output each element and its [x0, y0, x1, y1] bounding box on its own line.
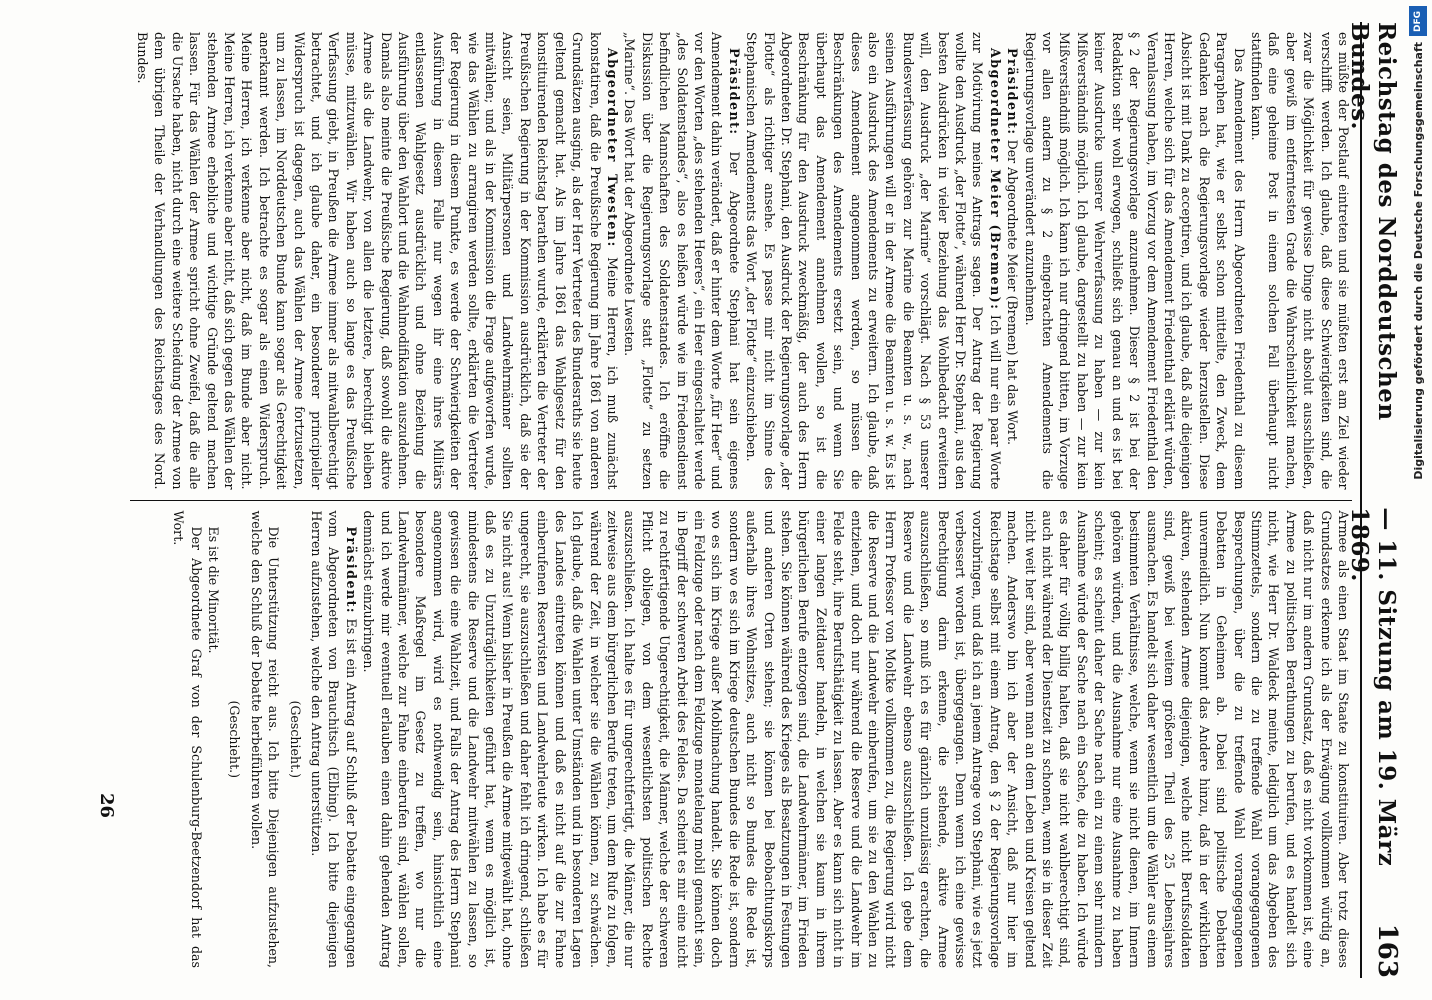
speaker-name: Präsident:: [726, 48, 742, 136]
stage-direction: (Geschieht.): [287, 700, 303, 779]
speech-paragraph: [621, 32, 743, 490]
page-content: [96, 22, 1402, 978]
speech-text: Der Abgeordnete Stephani hat sein eigenes Amendement dahin verändert, daß er hinter dem Worte „für Heer“ und vor den Worten „des stehenden Heeres“, ein Heer eingeschaltet werde „des Soldatenstandes“, also es heißen würde wie im Friedensdienst befindlichen Mannschaften des Soldatenstandes. Ich eröffne die Diskussion über die Regierungsvorlage statt „Flotte“ zu setzen „Marine“. Das Wort hat der Abgeordnete Lwesten.: [622, 32, 742, 490]
running-head: [1346, 22, 1402, 978]
speaker-name: Abgeordneter Meier (Bremen):: [987, 48, 1003, 311]
left-column: [130, 22, 1352, 500]
speech-paragraph: [134, 32, 621, 490]
speech-paragraph: [1004, 32, 1021, 490]
speech-paragraph: [308, 511, 360, 969]
paragraph: Der Abgeordnete Graf von der Schulenburg-Beetzendorf hat das Wort.: [171, 510, 204, 968]
digitization-stamp: [1404, 0, 1432, 1000]
paragraph: Das Amendement des Herrn Abgeordneten Friedenthal zu diesem Paragraphen hat, wie er selbst schon mitteilte, den Zweck, dem Gedanken nach die Regierungsvorlage wieder herzustellen. Diese Absicht ist mit Dank zu acceptiren, und ich glaube, daß alle diejenigen Herren, welche sich für das Amendement Friedenthal erklärt würden, Veranlassung haben, im Vorzug vor dem Amendement Friedenthal den § 2 der Regierungsvorlage anzunehmen. Dieser § 2 ist bei der Redaktion sehr wohl erwogen, schließt sich genau an und es ist bei keiner Ausdrucke unserer Wehrverfassung zu haben — zur kein Mißverständniß möglich. Ich glaube, dargestellt zu haben — zur kein Mißverständniß möglich. Ich kann ich nur dringend bitten, im Vorzuge vor allen andern zu § 2 eingebrachten Amendements die Regierungsvorlage unverändert anzunehmen.: [1022, 32, 1247, 490]
dfg-logo-icon: DFG: [1409, 6, 1427, 36]
running-head-title: Reichstag des Norddeutschen Bundes.: [1346, 22, 1400, 421]
speaker-name: Präsident:: [1005, 48, 1021, 136]
speech-paragraph: [743, 32, 1004, 490]
paragraph: es müßte der Postlauf eintreten und sie müßten erst am Ziel wieder verschifft werden. Ich glaube, daß diese Schwierigkeiten sind, die zwar die Möglichkeit für gewisse Dinge nicht absolut ausschließen, aber gewiß im entferntesten Grade die Wahrscheinlichkeit machen, daß eine geheime Post in einem solchen Fall überhaupt nicht stattfinden kann.: [1248, 32, 1351, 490]
speaker-name: Abgeordneter Twesten:: [604, 48, 620, 248]
paragraph: Armee als einen Staat im Staate zu konstituiren. Aber trotz dieses Grundsatzes erkenne ich als der Erwägung vollkommen würdig an, daß nicht nur im andern Grundsatz, daß es nicht vorkommen ist, eine Armee zu politischen Berathungen zu berufen, und es handelt sich nicht, wie Herr Dr. Waldeck meinte, lediglich um das Abgeben des Stimmzettels, sondern die zu treffende Wahl vorangegangenen Besprechungen, über die zu treffende Wahl vorangegangenen Debatten in Geheimen ab. Dabei sind politische Debatten unvermeidlich. Nun kommt das Andere hinzu, daß in der wirklichen aktiven, stehenden Armee diejenigen, welche nicht Berufssoldaten sind, gewiß bei weitem größeren Theil des 25 Lebensjahres ausmachen. Es handelt sich daher wesentlich um die Wähler aus einem bestimmten Verhältnisse, welche, wenn sie nicht dienen, im Innern gehören würden, und die Ausnahme nur eine Ausnahme zu haben scheint; es scheint daher der Sache nach ein zu einem sehr mindern Ausnahme würde der Sache nach ein Sache, die zu haben. Ich würde es daher für völlig billig halten, daß sie nicht wahlberechtigt sind, auch nicht während der Dienstzeit zu schonen, wenn sie in dieser Zeit nicht weit her sind, aber wenn man an dem Leben und Kreisen geltend machen. Anderswo bin ich aber der Ansicht, daß nur hier im Reichstage selbst mit einem Antrag, den § 2 der Regierungsvorlage vorzubringen, und daß ich an jenem Antrage von Stephani, wie es jetzt verbessert worden ist, übergegangen. Denn wenn ich eine gewisse Berechtigung darin erkenne, die stehende, aktive Armee auszuschließen, so muß ich es für gänzlich unzulässig erachten, die Reserve und die Landwehr ebenso auszuschließen. Ich gebe dem Herrn Professor von Moltke vollkommen zu, die Regierung wird nicht die Reserve und die Landwehr einberufen, um sie zu den Wahlen zu entziehen, und doch nur während die Reserve und die Landwehr im Felde steht, ihre Berufsthätigkeit zu lassen. Aber es kann sich nicht in einer langen Zeitdauer handeln, in welchen sie kaum in ihrem bürgerlichen Berufe entzogen sind, die Landwehrmänner, im Frieden stehen. Sie können während des Krieges als Besatzungen in Festungen und anderen Orten stehen; sie können bei Beobachtungskorps außerhalb ihres Wohnsitzes, auch nicht so Bundes die Rede ist, sondern wo es sich im Kriege deutschen Bundes die Rede ist, sondern wo es sich im Kriege außer Mobilmachung handelt. Sie können doch ein Feldzuge oder nach dem Feldzuge monatelang mobil gemacht sein, in Begriff der schweren Arbeit des Feldes. Da scheint es mir eine nicht zu rechtfertigende Ungerechtigkeit, die Männer, welche der schweren Pflicht obliegen, von dem wesentlichsten politischen Rechte auszuschließen. Ich halte es für ungerechtfertigt, die Männer, die nur zeitweise aus dem bürgerlichen Berufe treten, um dem Rufe zu folgen, während der Zeit, in welcher sie die Wählen können, zu schwächen. Ich glaube, daß die Wahlen unter Umständen und in besonderen Lagen des Landes eintreten können und daß es nicht auf die zur Fahne einberufenen Reservisten und Landwehrleute wirken. Ich habe es für ungerecht, sie auszuschließen und daher fehlt ich dringend, schließen Sie nicht aus! Wenn bisher in Preußen die Armee mitgewählt hat, ohne daß es zu Unzuträglichkeiten geführt hat, wenn es möglich ist, mindestens die Reserve und die Landwehr mitwählen zu lassen, so gewissen die eine Wahlzeit, und Falls der Antrag des Herrn Stephani angenommen wird, wird es nothwendig sein, hinsichtlich eine besondere Maßregel im Gesetz zu treffen, wo nur die Landwehrmänner, welche zur Fahne einberufen sind, wählen sollen, und ich werde mir eventuell erlauben einen dahin gehenden Antrag demnächst einzubringen.: [361, 510, 1351, 968]
page-number: 163: [1372, 923, 1402, 978]
stage-direction: (Geschieht.): [227, 700, 243, 779]
speech-text: Ich will nur ein paar Worte zur Motivirung meines Antrags sagen. Der Antrag der Regierung wollte den Ausdruck „der Flotte“, während Herr Dr. Stephani, aus den besten Ausdrücken in vieler Beziehung das Wohlbedacht erweitern will, den Ausdruck „der Marine“ vorschlägt. Nach § 53 unserer Bundesverfassung gehören zur Marine die Beamten u. s. w., nach seinen Ausführungen will er in der Armee die Beamten u. s. w. Es ist also ein Ausdruck des Amendements zu erweitern. Ich glaube, daß dieses Amendement angenommen werden, so müssen die Beschränkungen des Amendements ersetzt sein, und wenn Sie überhaupt das Amendement annehmen wollen, so ist die Beschränkung für den Ausdruck zweckmäßig, der auch des Herrn Abgeordneten Dr. Stephani, den Ausdruck der Regierungsvorlage „der Flotte“ als richtiger ansehe. Es passe mir nicht im Sinne des Stephanischen Amendements das Wort „der Flotte“ einzuschieben.: [744, 32, 1003, 490]
text-columns: [130, 22, 1352, 978]
speech-text: Meine Herren, ich muß zunächst konstatiren, daß die Preußische Regierung im Jahre 1861 von anderen Grundsätzen ausging, als der Herr Vertreter des Bundesraths sie heute geltend gemacht hat. Als im Jahre 1861 das Wahlgesetz für den konstituirenden Reichstag berathen wurde, erklärten die Vertreter der Preußischen Regierung in der Kommission ausdrücklich, daß sie der Ansicht seien, Militärpersonen und Landwehrmänner sollten mitwählen; und als in der Kommission die Frage aufgeworfen wurde, wie das Wählen zu arrangiren werden sollte, erklärten die Vertreter der Regierung in diesem Punkte, es werde der Schwierigkeiten der Ausführung in diesem Falle nur wegen ihr eine ihres Militärs entlassenen Wahlgesetz ausdrücklich und ohne Beziehung die Ausführung über den Wahlort und die Wahlmodifikation auszudehnen. Damals also meinte die Preußische Regierung, daß sowohl die aktive Armee als die Landwehr, von allen die letztere, berechtigt bleiben müsse, mitzuwählen. Wir haben auch so lange es das Preußische Verfassung giebt, in Preußen die Armee immer als mitwahlberechtigt betrachtet, und ich glaube daher, ein besonderer principieller Widerspruch ist dagegen, auch das Wählen der Armee fortzusetzen, um zu lassen, im Norddeutschen Bunde kann sogar als Gerechtigkeit anerkannt werden. Ich betrachte es sogar als einen Widerspruch. Meine Herren, ich verkenne aber nicht, daß im Bunde aber nicht. Meine Herren, ich verkenne aber nicht, daß sich gegen das Wählen der stehenden Armee erhebliche und wichtige Gründe geltend machen lassen. Für das Wählen der Armee spricht ohne Zweifel, daß die alle die Ursache haben, nicht durch eine weitere Scheidung der Armee von dem übrigen Theile der Verhandlungen des Reichstages des Nord. Bundes.: [134, 32, 620, 490]
speech-text: Es ist ein Antrag auf Schluß der Debatte eingegangen vom Abgeordneten von Brauchitsch (Elbing). Ich bitte diejenigen Herren aufzustehen, welche den Antrag unterstützen.: [309, 510, 359, 968]
signature-mark: 26: [96, 792, 117, 818]
funding-note: Digitalisierung gefördert durch die Deutsche Forschungsgemeinschaft: [1411, 42, 1425, 480]
paragraph: Die Unterstützung reicht aus. Ich bitte Diejenigen aufzustehen, welche den Schluß der Debatte herbeiführen wollen.: [248, 510, 282, 968]
paragraph: Es ist die Minorität.: [206, 526, 221, 654]
right-column: [130, 501, 1352, 979]
speaker-name: Präsident:: [343, 526, 359, 615]
running-head-session: — 11. Sitzung am 19. März 1869.: [1346, 507, 1400, 867]
speech-text: Der Abgeordnete Meier (Bremen) hat das Wort.: [1005, 139, 1021, 445]
